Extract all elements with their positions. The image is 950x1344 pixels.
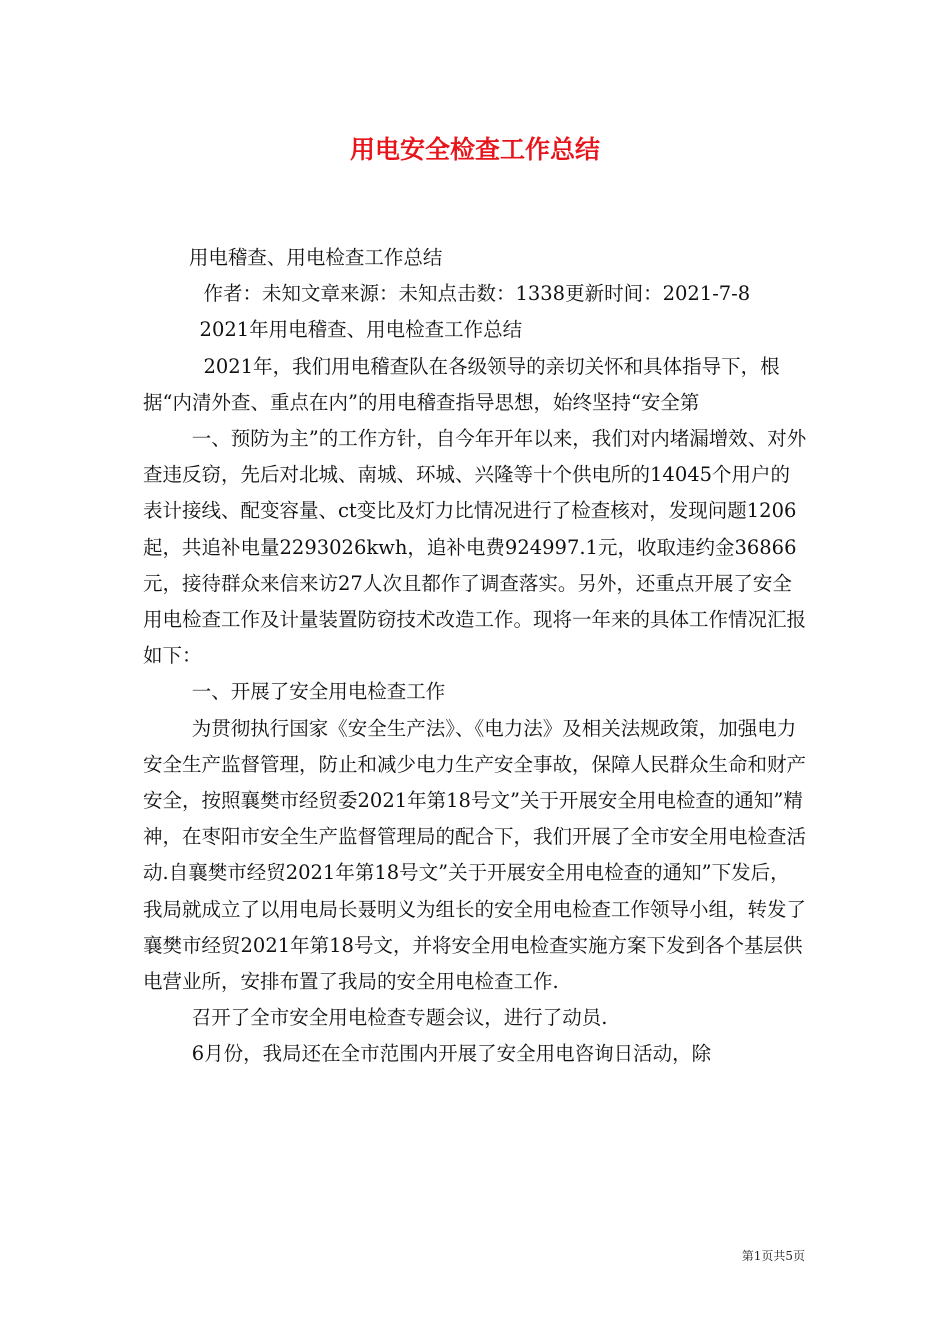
meta-paragraph: 作者：未知文章来源：未知点击数：1338更新时间：2021-7-8: [203, 282, 751, 306]
page-number: 第1页共5页: [741, 1249, 805, 1263]
body-paragraph: 一、预防为主”的工作方针，自今年开年以来，我们对内堵漏增效、对外查违反窃，先后对北城、南城、环城、兴隆等十个供电所的14045个用户的表计接线、配变容量、ct变比及灯力比情况进行了检查核对，发现问题1206起，共追补电量2293026kwh，追补电费924997.1元，收取违约金36866元，接待群众来信来访27人次且都作了调查落实。另外，还重点开展了安全用电检查工作及计量装置防窃技术改造工作。现将一年来的具体工作情况汇报如下：: [143, 427, 807, 668]
intro-paragraph: 2021年，我们用电稽查队在各级领导的亲切关怀和具体指导下，根据“内清外查、重点在内”的用电稽查指导思想，始终坚持“安全第: [143, 354, 780, 414]
section-heading-paragraph: 2021年用电稽查、用电检查工作总结: [199, 318, 523, 342]
subtitle-paragraph: 用电稽查、用电检查工作总结: [188, 246, 443, 269]
document-title: 用电安全检查工作总结: [349, 135, 600, 164]
body-paragraph: 为贯彻执行国家《安全生产法》、《电力法》及相关法规政策，加强电力安全生产监督管理，防止和减少电力生产安全事故，保障人民群众生命和财产安全，按照襄樊市经贸委2021年第18号文”关于开展安全用电检查的通知”精神，在枣阳市安全生产监督管理局的配合下，我们开展了全市安全用电检查活动.自襄樊市经贸2021年第18号文”关于开展安全用电检查的通知”下发后，我局就成立了以用电局长聂明义为组长的安全用电检查工作领导小组，转发了襄樊市经贸2021年第18号文，并将安全用电检查实施方案下发到各个基层供电营业所，安排布置了我局的安全用电检查工作.: [143, 716, 807, 994]
body-paragraph: 召开了全市安全用电检查专题会议，进行了动员.: [191, 1006, 608, 1030]
body-paragraph: 6月份，我局还在全市范围内开展了安全用电咨询日活动，除: [191, 1042, 712, 1066]
document-body: [143, 240, 807, 1073]
section-heading-paragraph: 一、开展了安全用电检查工作: [191, 680, 446, 704]
